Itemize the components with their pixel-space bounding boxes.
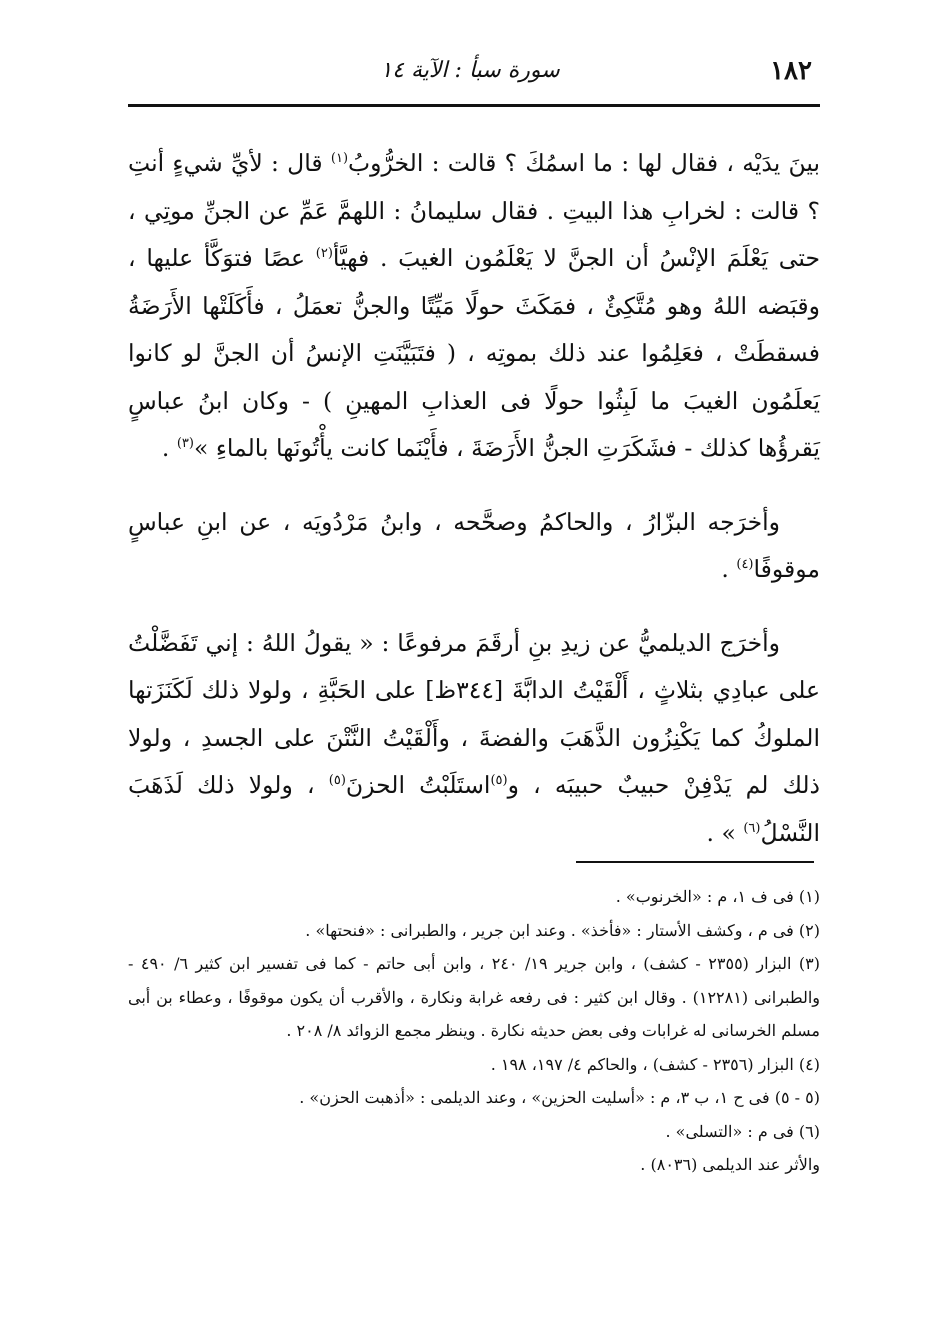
main-text [128,140,820,857]
paragraph-3 [128,620,820,858]
footnote-rule [576,861,814,863]
footnote: (٤) البزار (٢٣٥٦ - كشف) ، والحاكم ٤/ ١٩٧، ١٩٨ . [490,1054,820,1074]
footnote-ref: (٣) [176,436,194,452]
footnote-ref: (٢) [315,246,333,262]
footnotes [128,880,820,1182]
text-run: . [161,434,177,462]
paragraph-1 [128,140,820,473]
text-run: وأخرَج الديلميُّ عن زيدِ بنِ أرقَمَ مرفوعًا : « يقولُ اللهُ : إني تَفَضَّلْتُ على عبادِي بثلاثٍ ، أَلْقَيْتُ الدابَّةَ [٣٤٤ظ] على الحَبَّةِ ، ولولا ذلك لَكَنَزَتها الملوكُ كما يَكْنِزُون الذَّهَبَ والفضةَ ، وأَلْقَيْتُ النَّتْنَ على الجسدِ ، ولولا ذلك لم يَدْفِنْ حبيبٌ حبيبَه ، و [128,628,821,799]
header-rule [128,104,820,107]
footnote-ref: (٦) [743,820,761,836]
footnote: (٦) فى م : «التسلى» . [665,1121,820,1141]
text-run: ، ولولا ذلك لَذَهَبَ النَّسْلُ [128,771,820,847]
text-run: بينَ يدَيْه ، فقال لها : ما اسمُكَ ؟ قالت : الخرُّوبُ [348,149,820,177]
page-number: ١٨٢ [770,56,812,86]
text-run: » . [706,818,744,847]
text-run: وأخرَجه البزّارُ ، والحاكمُ وصحَّحه ، وابنُ مَرْدُويَه ، عن ابنِ عباسٍ موقوفًا [128,507,820,583]
footnote: (١) فى ف ١، م : «الخرنوب» . [615,887,820,906]
footnote-ref: (١) [330,151,349,167]
footnote-ref: (٥) [490,773,508,789]
page-header [128,50,812,100]
text-run: قال : لأيِّ شيءٍ أنتِ ؟ قالت : لخرابِ هذا البيتِ . فقال سليمانُ : اللهمَّ عَمِّ عن الجنِّ موتِي ، حتى يَعْلَمَ الإنْسُ أن الجنَّ لا يَعْلَمُون الغيبَ . فهيَّأ [128,149,820,272]
footnote: (٢) فى م ، وكشف الأستار : «فأخذ» . وعند ابن جرير ، والطبرانى : «فنحتها» . [305,920,820,940]
text-run: استَلَبْتُ الحزنَ [345,771,491,799]
footnote-ref: (٤) [736,557,754,573]
footnote: والأثر عند الديلمى (٨٠٣٦) . [640,1155,820,1174]
footnote-ref: (٥) [328,773,346,789]
footnote: (٥ - ٥) فى ح ١، ب ٣، م : «أسليت الحزين» ، وعند الديلمى : «أذهبت الحزن» . [299,1088,820,1107]
running-title: سورة سبأ : الآية ١٤ [380,58,560,83]
text-run: . [721,555,737,583]
text-run: عصًا فتوَكَّأ عليها ، وقبَضه اللهُ وهو مُتَّكِئٌ ، فمَكَثَ حولًا مَيِّتًا والجنُّ تعمَلُ ، فأَكَلَتْها الأَرَضَةُ فسقطَتْ ، فعَلِمُوا عند ذلك بموتِه ، ( فتَبَيَّنَتِ الإنسُ أن الجنَّ لو كانوا يَعلَمُون الغيبَ ما لَبِثُوا حولًا فى العذابِ المهينِ ) - وكان ابنُ عباسٍ يَقرؤُها كذلك - فشَكَرَتِ الجنُّ الأَرَضَةَ ، فأَيْنَما كانت يأْتُونَها بالماءِ » [128,244,820,462]
footnote: (٣) البزار (٢٣٥٥ - كشف) ، وابن جرير ١٩/ ٢٤٠ ، وابن أبى حاتم - كما فى تفسير ابن كثير ٦/ ٤٩٠ - والطبرانى (١٢٢٨١) . وقال ابن كثير : فى رفعه غرابة ونكارة ، والأقرب أن يكون موقوفًا ، وعطاء بن أبى مسلم الخرسانى له غرابات وفى بعض حديثه نكارة . وينظر مجمع الزوائد ٨/ ٢٠٨ . [128,954,821,1040]
paragraph-2 [128,499,820,594]
